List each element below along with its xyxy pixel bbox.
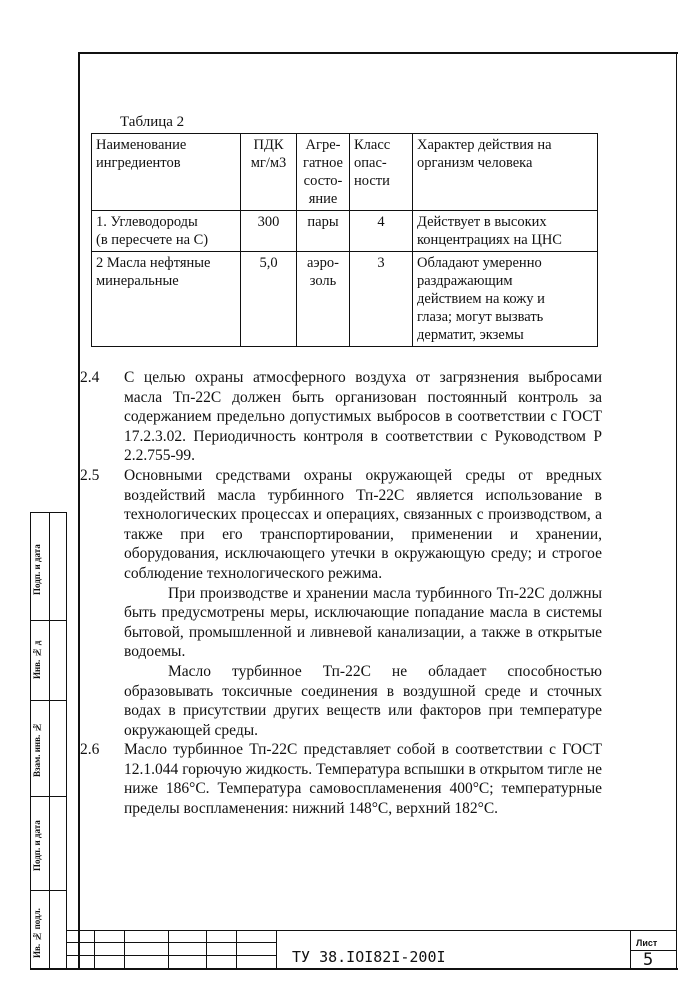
row-name: 1. Углеводороды (в пересчете на С) bbox=[92, 211, 241, 252]
sheet-number: 5 bbox=[643, 950, 654, 970]
row-hazard-class: 4 bbox=[350, 211, 413, 252]
row-effect: Обладают умеренно раздражающим действием на кожу и глаза; могут вызвать дерматит, экземы bbox=[413, 252, 598, 347]
stamp-divider bbox=[30, 620, 66, 621]
stamp-divider bbox=[30, 700, 66, 701]
stamp-label-sign-date: Подп. и дата bbox=[32, 544, 42, 596]
header-hazard-class: Класс опас- ности bbox=[350, 134, 413, 211]
title-block-col-line bbox=[236, 930, 237, 968]
stamp-divider bbox=[30, 796, 66, 797]
stamp-label-sign-date-2: Подп. и дата bbox=[32, 820, 42, 872]
row-effect: Действует в высоких концентрациях на ЦНС bbox=[413, 211, 598, 252]
title-block-col-line bbox=[94, 930, 95, 968]
table-header-row bbox=[92, 134, 598, 211]
header-pdk: ПДК мг/м3 bbox=[241, 134, 297, 211]
title-block-col-line bbox=[168, 930, 169, 968]
stamp-divider bbox=[30, 890, 66, 891]
row-name: 2 Масла нефтяные минеральные bbox=[92, 252, 241, 347]
paragraph-production: При производстве и хранении масла турбинного Тп-22С должны быть предусмотрены меры, исключающие попадание масла в системы бытовой, промышленной и ливневой канализации, а также в открытые водоемы. bbox=[124, 584, 602, 661]
frame-top-border bbox=[78, 52, 678, 54]
title-block-col-line bbox=[124, 930, 125, 968]
stamp-label-dup-inv: Инв. № д bbox=[32, 640, 42, 680]
body-text bbox=[80, 368, 602, 819]
stamp-label-replace-inv: Взам. инв. № bbox=[32, 722, 42, 778]
frame-right-border bbox=[676, 54, 677, 970]
header-name: Наименование ингредиентов bbox=[92, 134, 241, 211]
paragraph-2-4: 2.4 С целью охраны атмосферного воздуха от загрязнения выбросами масла Тп-22С должен быть организован постоянный контроль за содержанием предельно допустимых выбросов в соответствии с ГОСТ 17.2.3.02. Периодичность контроля в соответствии с Руководством Р 2.2.755-99. bbox=[80, 369, 602, 465]
title-block-row-line bbox=[66, 955, 276, 956]
stamp-label-orig-inv: Ив. № подл. bbox=[32, 908, 42, 958]
title-block-col-line bbox=[206, 930, 207, 968]
ingredients-table bbox=[91, 133, 598, 347]
row-state: пары bbox=[297, 211, 350, 252]
title-block-col-line bbox=[276, 930, 277, 968]
sheet-label: Лист bbox=[636, 938, 658, 948]
sheet-cell-border bbox=[630, 930, 631, 968]
document-code: ТУ 38.IOI82I-200I bbox=[292, 948, 446, 966]
table-row bbox=[92, 252, 598, 347]
frame-bottom-border bbox=[30, 968, 678, 970]
header-effect: Характер действия на организм человека bbox=[413, 134, 598, 211]
frame-left-border bbox=[78, 52, 80, 970]
paragraph-2-5: 2.5 Основными средствами охраны окружающей среды от вредных воздействий масла турбинного Тп-22С является использование в технологических процессах и операциях, связанных с производством, а также при его транспортировании, применении и хранении, оборудования, исключающего утечки в окружающую среду; и строгое соблюдение технологического режима. bbox=[80, 466, 602, 582]
row-state: аэро- золь bbox=[297, 252, 350, 347]
row-hazard-class: 3 bbox=[350, 252, 413, 347]
table-caption: Таблица 2 bbox=[120, 114, 185, 130]
header-state: Агре- гатное состо- яние bbox=[297, 134, 350, 211]
stamp-divider bbox=[30, 512, 66, 513]
stamp-strip-inner bbox=[48, 512, 67, 970]
row-pdk: 5,0 bbox=[241, 252, 297, 347]
title-block-top-line bbox=[66, 930, 676, 931]
title-block-row-line bbox=[66, 942, 276, 943]
row-pdk: 300 bbox=[241, 211, 297, 252]
paragraph-2-6: 2.6 Масло турбинное Тп-22С представляет собой в соответствии с ГОСТ 12.1.044 горючую жидкость. Температура вспышки в открытом тигле не ниже 186°С. Температура самовоспламенения 400°С; температурные пределы воспламенения: нижний 148°С, верхний 182°С. bbox=[80, 741, 602, 818]
paragraph-toxicity: Масло турбинное Тп-22С не обладает способностью образовывать токсичные соединения в воздушной среде и сточных водах в присутствии других веществ или факторов при температуре окружающей среды. bbox=[124, 662, 602, 739]
table-row bbox=[92, 211, 598, 252]
